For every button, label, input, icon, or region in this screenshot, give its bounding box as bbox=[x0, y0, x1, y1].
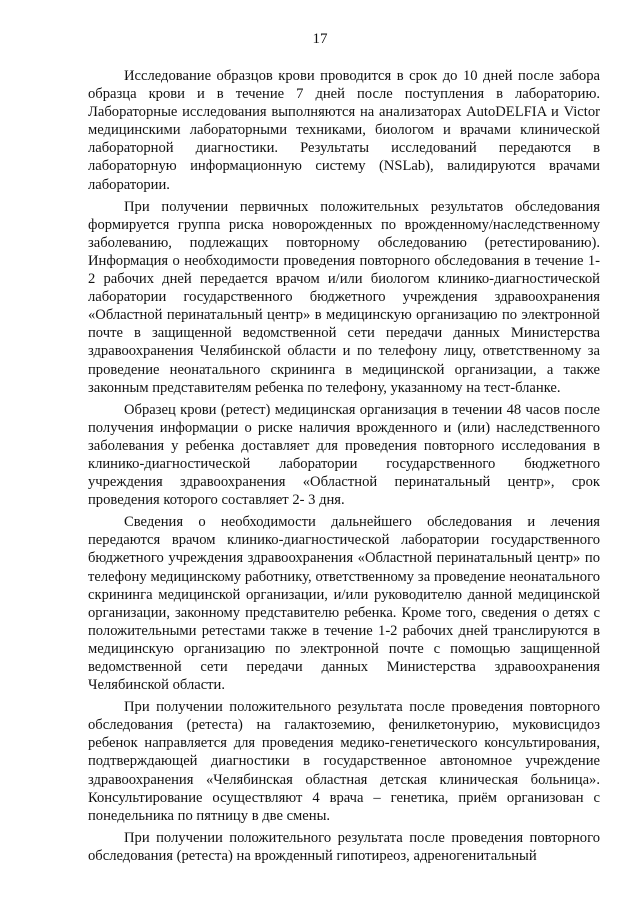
paragraph-genetic-consultation: При получении положительного результата после проведения повторного обследования (ретеста) на галактоземию, фенилкетонурию, муковисцидоз ребенок направляется для проведения медико-генетического консультирования, подтверждающей диагностики в государственное автономное учреждение здравоохранения «Челябинская областная детская клиническая больница». Консультирование осуществляют 4 врача – генетика, приём организован с понедельника по пятницу в две смены. bbox=[88, 699, 600, 824]
paragraph-hypothyroidism: При получении положительного результата после проведения повторного обследования (ретеста) на врожденный гипотиреоз, адреногенитальный bbox=[88, 829, 600, 864]
paragraph-further-examination: Сведения о необходимости дальнейшего обследования и лечения передаются врачом клинико-диагностической лаборатории государственного бюджетного учреждения здравоохранения «Областной перинатальный центр» по телефону медицинскому работнику, ответственному за проведение неонатального скрининга медицинской организации, и/или руководителю данной медицинской организации, законному представителю ребенка. Кроме того, сведения о детях с положительными ретестами также в течение 1-2 рабочих дней транслируются в медицинскую организацию по электронной почте с помощью защищенной ведомственной сети передачи данных Министерства здравоохранения Челябинской области. bbox=[88, 514, 600, 694]
paragraph-retest-sample: Образец крови (ретест) медицинская организация в течении 48 часов после получения информации о риске наличия врожденного и (или) наследственного заболевания у ребенка доставляет для проведения повторного исследования в клинико-диагностической лаборатории государственного бюджетного учреждения здравоохранения «Областной перинатальный центр», срок проведения которого составляет 2- 3 дня. bbox=[88, 401, 600, 509]
paragraph-lab-testing: Исследование образцов крови проводится в срок до 10 дней после забора образца крови и в течение 7 дней после поступления в лабораторию. Лабораторные исследования выполняются на анализаторах AutoDELFIA и Victor медицинскими лабораторными техниками, биологом и врачами клинической лабораторной диагностики. Результаты исследований передаются в лабораторную информационную систему (NSLab), валидируются врачами лаборатории. bbox=[88, 68, 600, 193]
body-text bbox=[88, 67, 600, 869]
page-number: 17 bbox=[312, 31, 328, 47]
paragraph-risk-group: При получении первичных положительных результатов обследования формируется группа риска новорожденных по врожденному/наследственному заболеванию, подлежащих повторному обследованию (ретестированию). Информация о необходимости проведения повторного обследования в течение 1-2 рабочих дней передается врачом и/или биологом клинико-диагностической лаборатории государственного бюджетного учреждения здравоохранения «Областной перинатальный центр» в медицинскую организацию по электронной почте в защищенной ведомственной сети передачи данных Министерства здравоохранения Челябинской области и по телефону лицу, ответственному за проведение неонатального скрининга в медицинской организации, а также законным представителям ребенка по телефону, указанному на тест-бланке. bbox=[88, 198, 600, 396]
